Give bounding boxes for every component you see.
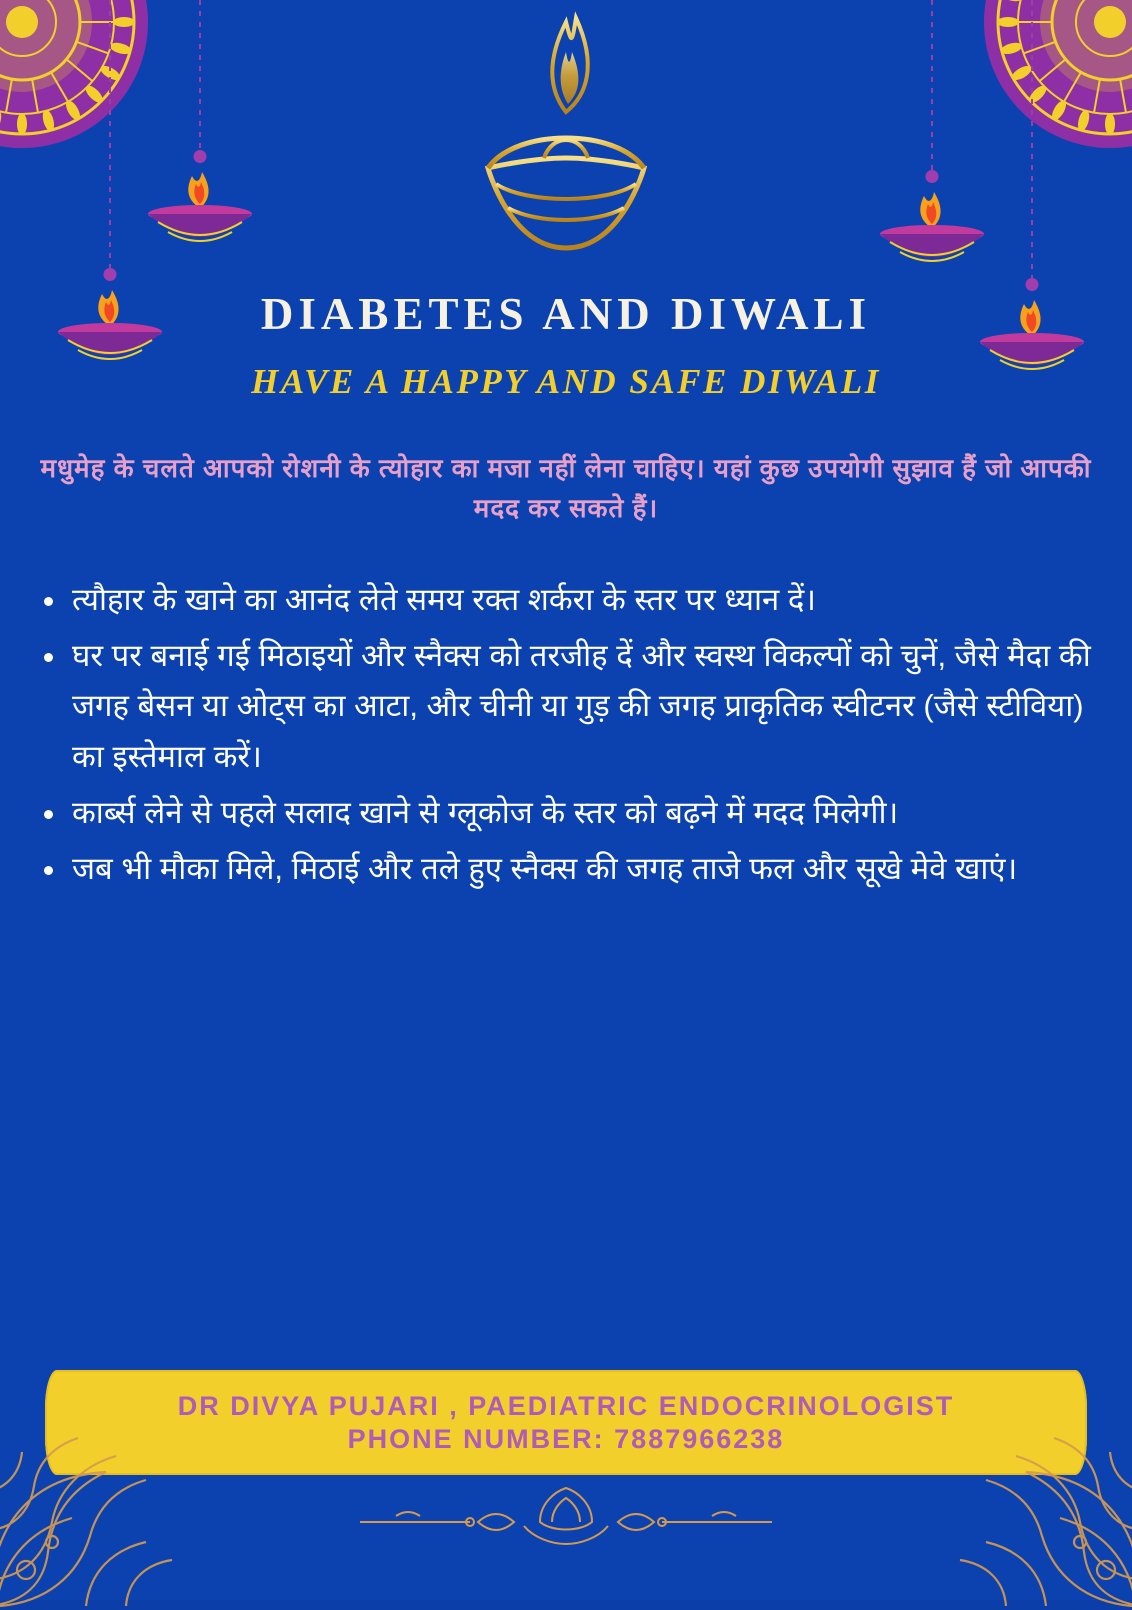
list-item: घर पर बनाई गई मिठाइयों और स्नैक्स को तरजीह दें और स्वस्थ विकल्पों को चुनें, जैसे मैदा की जगह बेसन या ओट्स का आटा, और चीनी या गुड़ की जगह प्राकृतिक स्वीटनर (जैसे स्टीविया) का इस्तेमाल करें। bbox=[66, 631, 1108, 782]
page-title: DIABETES AND DIWALI bbox=[260, 289, 872, 339]
ornament-divider bbox=[0, 1486, 1132, 1556]
hanging-diya-group-right bbox=[972, 0, 1092, 400]
diya-lamp-icon bbox=[426, 8, 706, 278]
doctor-credit: DR DIVYA PUJARI , PAEDIATRIC ENDOCRINOLOGIST bbox=[177, 1390, 955, 1421]
list-item: जब भी मौका मिले, मिठाई और तले हुए स्नैक्स की जगह ताजे फल और सूखे मेवे खाएं। bbox=[66, 844, 1108, 894]
hanging-diya-group-right bbox=[872, 0, 992, 290]
list-item: त्यौहार के खाने का आनंद लेते समय रक्त शर्करा के स्तर पर ध्यान दें। bbox=[66, 575, 1108, 625]
hanging-diya-group-left bbox=[140, 0, 260, 260]
contact-banner bbox=[45, 1370, 1087, 1475]
mandala-corner-icon bbox=[0, 0, 152, 152]
list-item: कार्ब्स लेने से पहले सलाद खाने से ग्लूकोज के स्तर को बढ़ने में मदद मिलेगी। bbox=[66, 788, 1108, 838]
mandala-corner-icon bbox=[980, 0, 1132, 152]
page-subtitle: HAVE A HAPPY AND SAFE DIWALI bbox=[251, 362, 881, 401]
tips-list bbox=[28, 575, 1108, 900]
intro-paragraph: मधुमेह के चलते आपको रोशनी के त्योहार का मजा नहीं लेना चाहिए। यहां कुछ उपयोगी सुझाव हैं जो आपकी मदद कर सकते हैं। bbox=[40, 453, 1092, 524]
phone-number: PHONE NUMBER: 7887966238 bbox=[347, 1423, 785, 1454]
